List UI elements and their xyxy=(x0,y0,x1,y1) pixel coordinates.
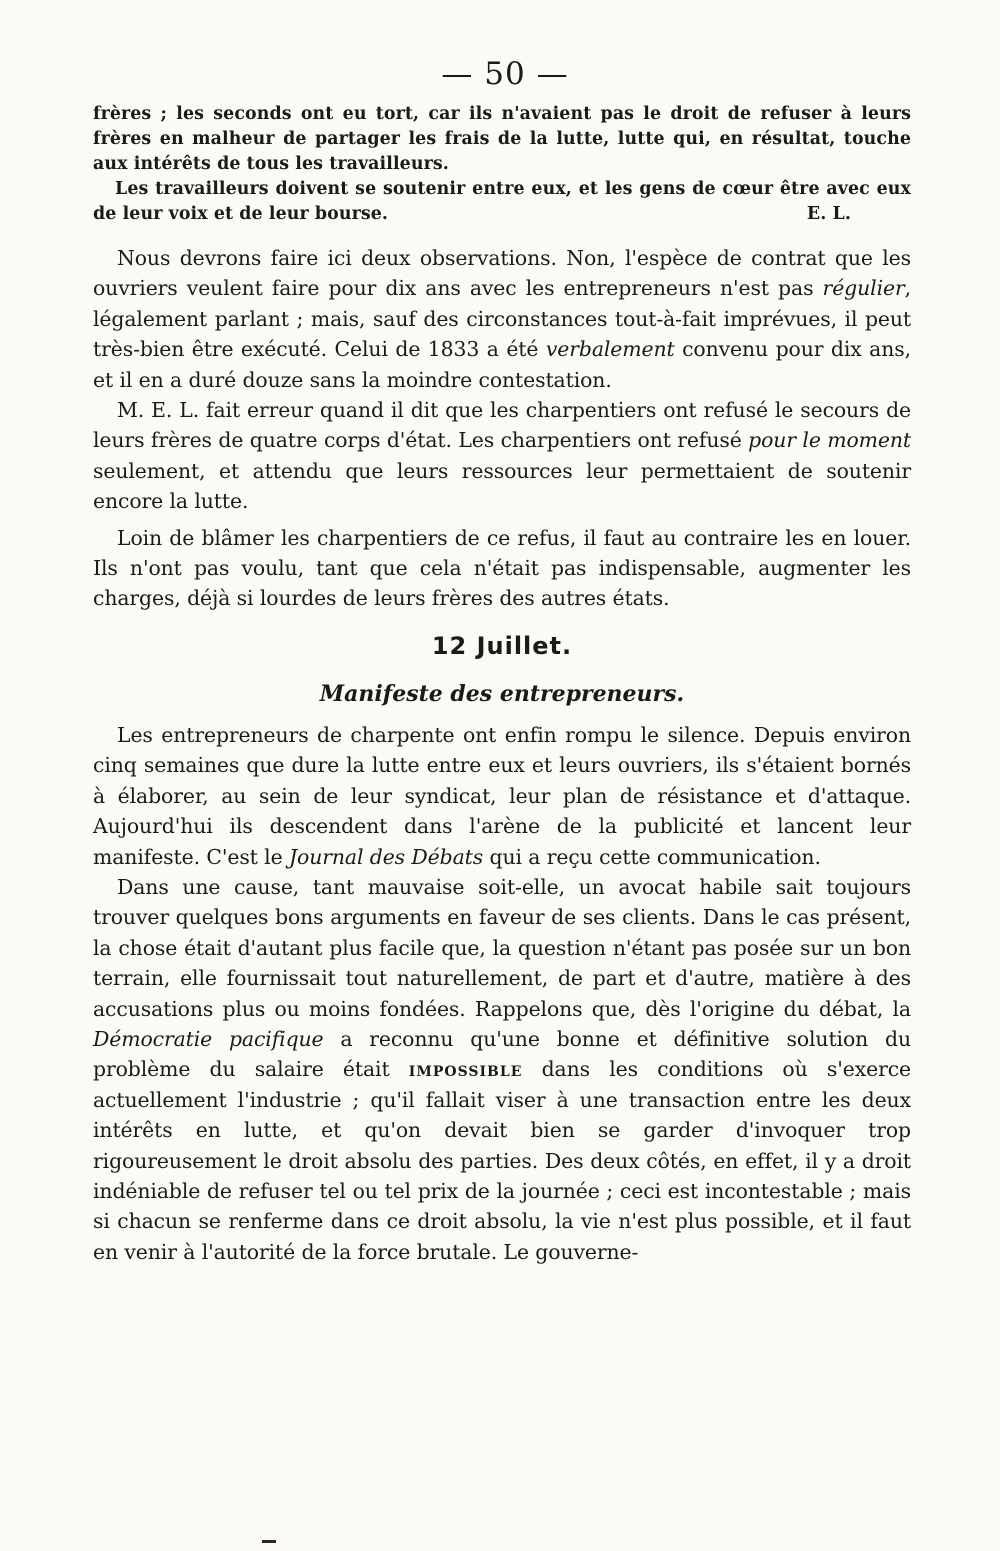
page-number: — 50 — xyxy=(441,56,569,92)
italic-run: pour le moment xyxy=(748,428,911,453)
section-title: Manifeste des entrepreneurs. xyxy=(319,680,685,707)
book-page xyxy=(93,52,911,1267)
quote-paragraph: frères ; les seconds ont eu tort, car ils n'avaient pas le droit de refuser à leurs frères en malheur de partager les frais de la lutte, lutte qui, en résultat, touche aux intérêts de tous les travailleurs. xyxy=(93,104,911,174)
quote-text: Les travailleurs doivent se soutenir entre eux, et les gens de cœur être avec eux de leur voix et de leur bourse. xyxy=(93,179,911,224)
commentary-paragraph: Loin de blâmer les charpentiers de ce refus, il faut au contraire les en louer. Ils n'ont pas voulu, tant que cela n'était pas indispensable, augmenter les charges, déjà si lourdes de leurs frères des autres états. xyxy=(93,525,911,611)
italic-run: verbalement xyxy=(545,337,675,362)
text-run: dans les conditions où s'exerce actuellement l'industrie ; qu'il fallait viser à une transaction entre les deux intérêts en lutte, et qu'on devait bien se garder d'invoquer trop rigoureusement le droit absolu des parties. Des deux côtés, en effet, il y a droit indéniable de refuser tel ou tel prix de la journée ; ceci est incontestable ; mais si chacun se renferme dans ce droit absolu, la vie n'est plus possible, et il faut en venir à l'autorité de la force brutale. Le gouverne- xyxy=(93,1057,912,1264)
text-run: , légalement parlant ; mais, sauf des circonstances tout-à-fait imprévues, il peut très-bien être exécuté. Celui de 1833 a été xyxy=(93,276,911,362)
text-run: Nous devrons faire ici deux observations. Non, l'espèce de contrat que les ouvriers veulent faire pour dix ans avec les entrepreneurs n'est pas xyxy=(93,246,911,301)
section-body xyxy=(93,720,911,1267)
smallcaps-run: impossible xyxy=(408,1057,523,1082)
text-run: a reconnu qu'une bonne et définitive solution du problème du salaire était xyxy=(93,1026,911,1082)
date-heading: 12 Juillet. xyxy=(431,631,573,660)
quote-paragraph xyxy=(93,177,911,227)
commentary xyxy=(93,243,911,614)
text-run: convenu pour dix ans, et il en a duré douze sans la moindre contestation. xyxy=(93,337,911,392)
text-run: M. E. L. fait erreur quand il dit que les charpentiers ont refusé le secours de leurs frères de quatre corps d'état. Les charpentiers ont refusé xyxy=(93,398,911,453)
section-paragraph xyxy=(93,872,911,1267)
section-paragraph xyxy=(93,720,911,872)
commentary-paragraph xyxy=(93,243,911,395)
page-mark xyxy=(262,1540,276,1543)
commentary-paragraph xyxy=(93,395,911,517)
italic-run: Démocratie pacifique xyxy=(93,1026,324,1051)
quoted-letter xyxy=(93,102,911,227)
text-run: qui a reçu cette communication. xyxy=(483,844,821,869)
italic-run: Journal des Débats xyxy=(288,844,484,869)
italic-run: régulier xyxy=(822,276,905,301)
text-run: Les entrepreneurs de charpente ont enfin rompu le silence. Depuis environ cinq semaines que dure la lutte entre eux et leurs ouvriers, ils s'étaient bornés à élaborer, au sein de leur syndicat, leur plan de résistance et d'attaque. Aujourd'hui ils descendent dans l'arène de la publicité et lancent leur manifeste. C'est le xyxy=(93,722,911,869)
text-run: seulement, et attendu que leurs ressources leur permettaient de soutenir encore la lutte. xyxy=(93,458,911,514)
text-run: Dans une cause, tant mauvaise soit-elle, un avocat habile sait toujours trouver quelques bons arguments en faveur de ses clients. Dans le cas présent, la chose était d'autant plus facile que, la question n'étant pas posée sur un bon terrain, elle fournissait tout naturellement, de part et d'autre, matière à des accusations plus ou moins fondées. Rappelons que, dès l'origine du débat, la xyxy=(93,874,911,1021)
quote-signature: E. L. xyxy=(806,204,851,224)
